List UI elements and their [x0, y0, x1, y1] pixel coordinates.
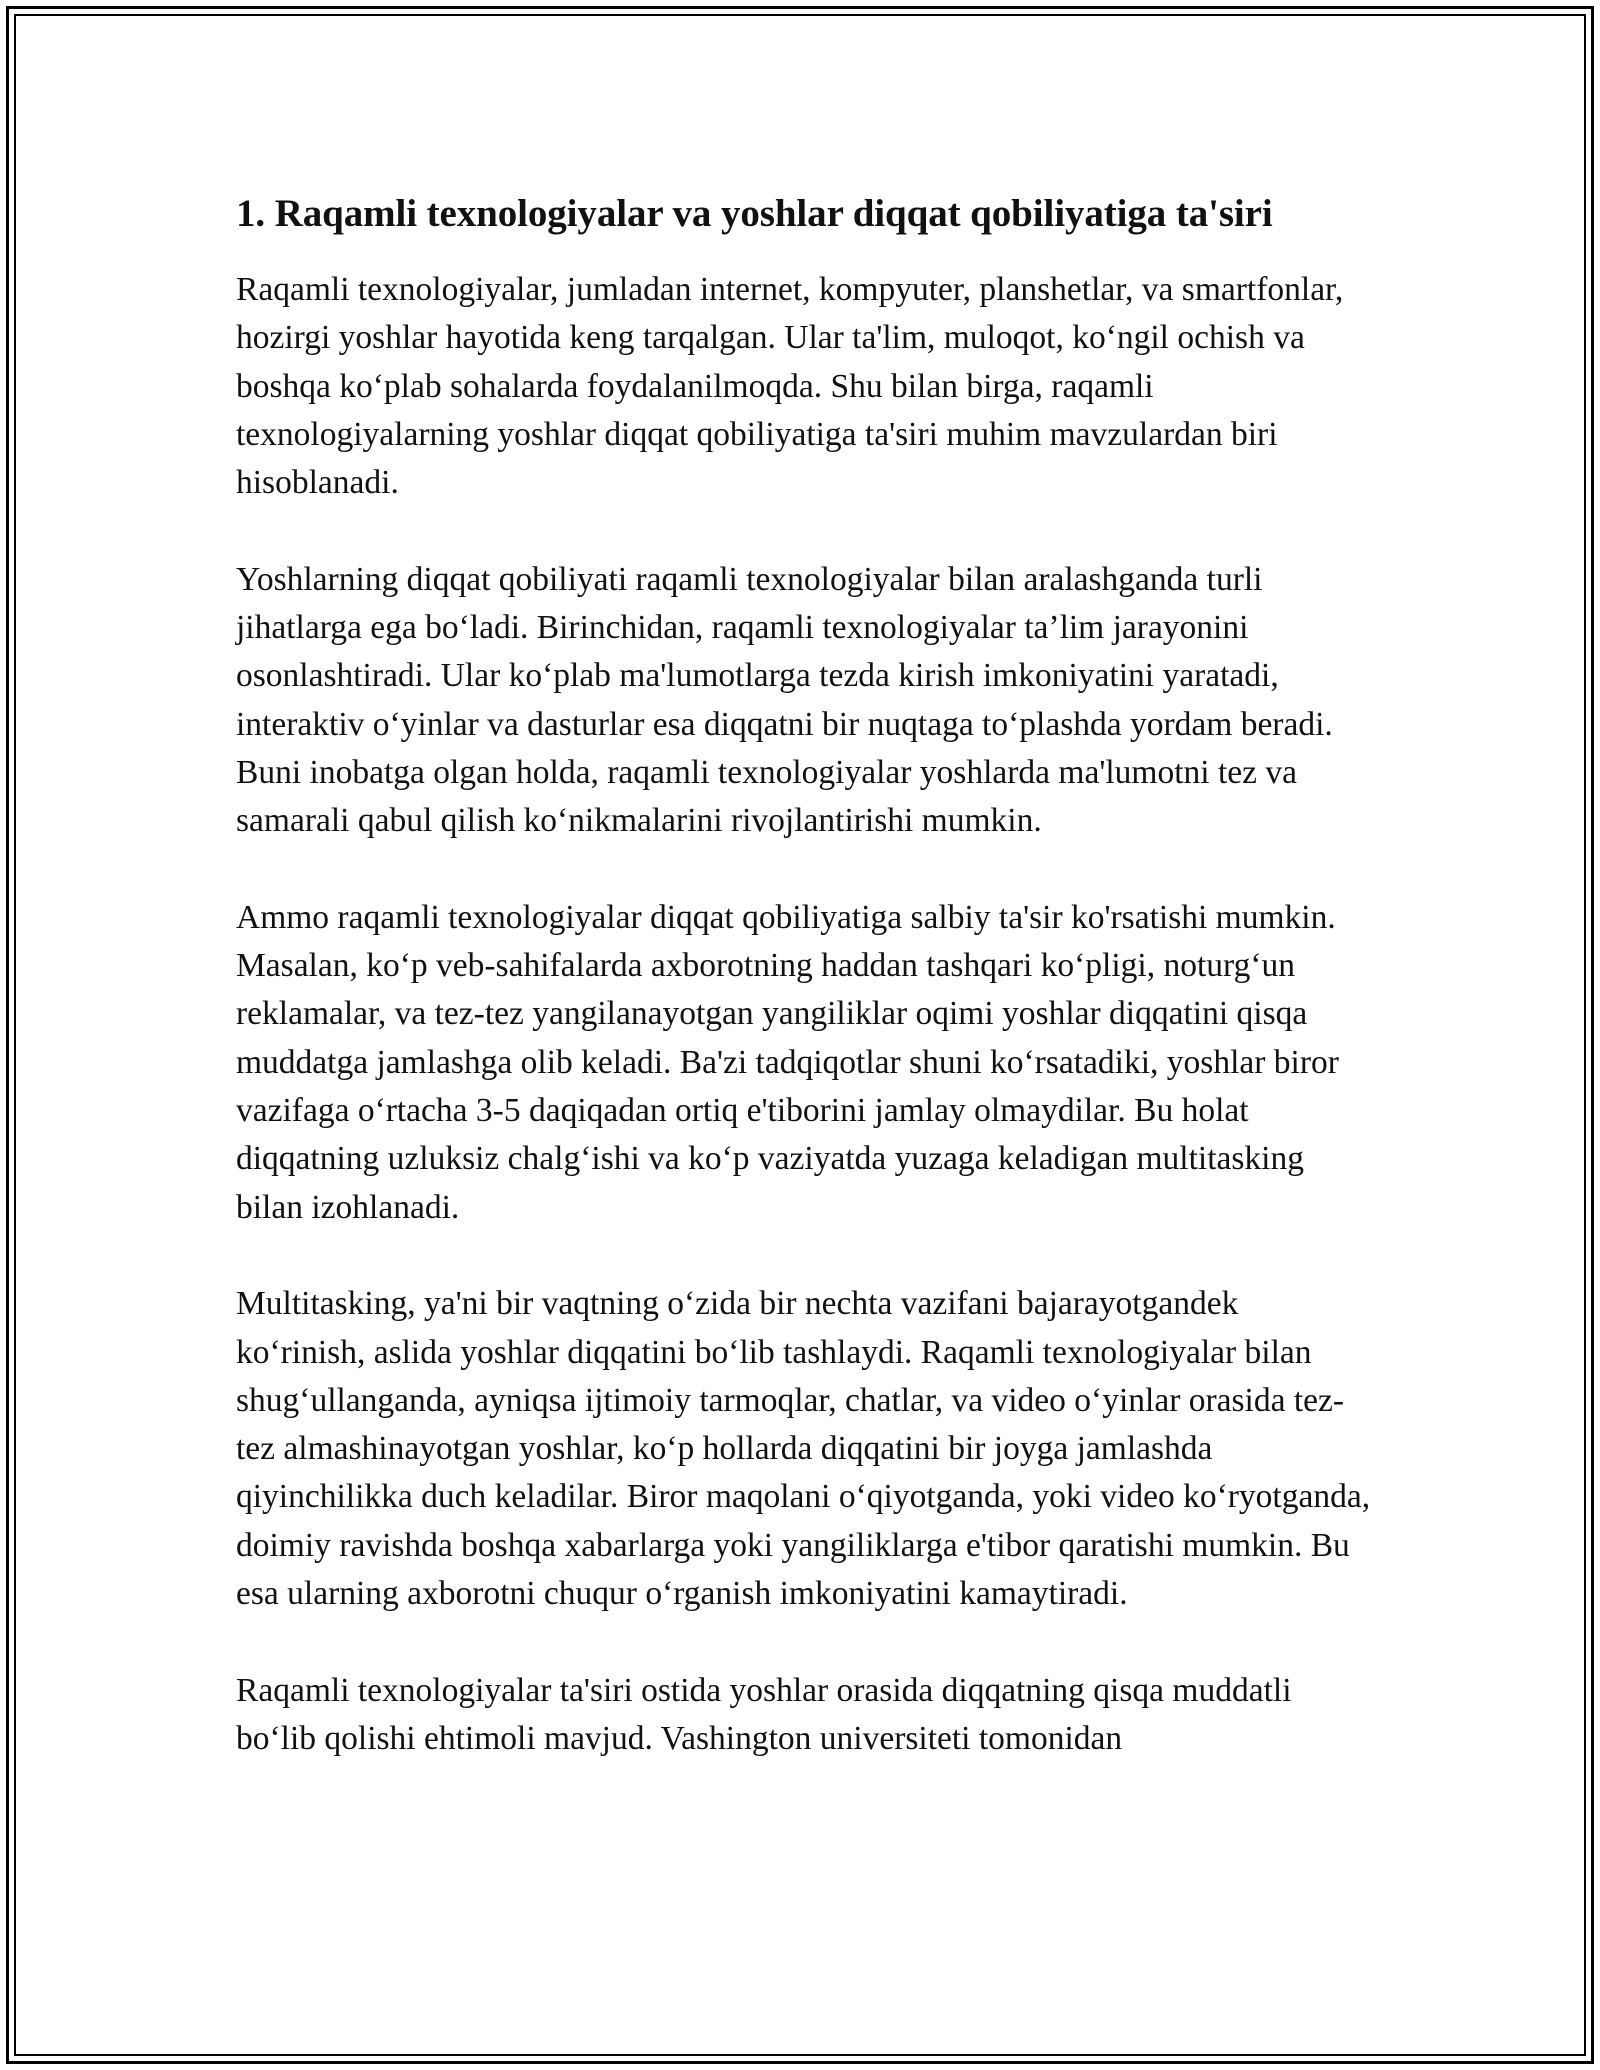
paragraph-5: Raqamli texnologiyalar ta'siri ostida yoshlar orasida diqqatning qisqa muddatli bo‘lib qolishi ehtimoli mavjud. Vashington universiteti tomonidan	[236, 1671, 1292, 1757]
paragraph-1: Raqamli texnologiyalar, jumladan internet, kompyuter, planshetlar, va smartfonlar, hozirgi yoshlar hayotida keng tarqalgan. Ular ta'lim, muloqot, ko‘ngil ochish va boshqa ko‘plab sohalarda foydalanilmoqda. Shu bilan birga, raqamli texnologiyalarning yoshlar diqqat qobiliyatiga ta'siri muhim mavzulardan biri hisoblanadi.	[236, 271, 1344, 502]
document-body	[236, 186, 1376, 1763]
section-heading: 1. Raqamli texnologiyalar va yoshlar diqqat qobiliyatiga ta'siri	[236, 192, 1273, 235]
paragraph-4: Multitasking, ya'ni bir vaqtning o‘zida bir nechta vazifani bajarayotgandek ko‘rinish, aslida yoshlar diqqatini bo‘lib tashlaydi. Raqamli texnologiyalar bilan shug‘ullanganda, ayniqsa ijtimoiy tarmoqlar, chatlar, va video o‘yinlar orasida tez-tez almashinayotgan yoshlar, ko‘p hollarda diqqatini bir joyga jamlashda qiyinchilikka duch keladilar. Biror maqolani o‘qiyotganda, yoki video ko‘ryotganda, doimiy ravishda boshqa xabarlarga yoki yangiliklarga e'tibor qaratishi mumkin. Bu esa ularning axborotni chuqur o‘rganish imkoniyatini kamaytiradi.	[236, 1285, 1371, 1613]
paragraph-2: Yoshlarning diqqat qobiliyati raqamli texnologiyalar bilan aralashganda turli jihatlarga ega bo‘ladi. Birinchidan, raqamli texnologiyalar ta’lim jarayonini osonlashtiradi. Ular ko‘plab ma'lumotlarga tezda kirish imkoniyatini yaratadi, interaktiv o‘yinlar va dasturlar esa diqqatni bir nuqtaga to‘plashda yordam beradi. Buni inobatga olgan holda, raqamli texnologiyalar yoshlarda ma'lumotni tez va samarali qabul qilish ko‘nikmalarini rivojlantirishi mumkin.	[236, 560, 1333, 840]
paragraph-3: Ammo raqamli texnologiyalar diqqat qobiliyatiga salbiy ta'sir ko'rsatishi mumkin. Masalan, ko‘p veb-sahifalarda axborotning haddan tashqari ko‘pligi, noturg‘un reklamalar, va tez-tez yangilanayotgan yangiliklar oqimi yoshlar diqqatini qisqa muddatga jamlashga olib keladi. Ba'zi tadqiqotlar shuni ko‘rsatadiki, yoshlar biror vazifaga o‘rtacha 3-5 daqiqadan ortiq e'tiborini jamlay olmaydilar. Bu holat diqqatning uzluksiz chalg‘ishi va ko‘p vaziyatda yuzaga keladigan multitasking bilan izohlanadi.	[236, 898, 1339, 1226]
